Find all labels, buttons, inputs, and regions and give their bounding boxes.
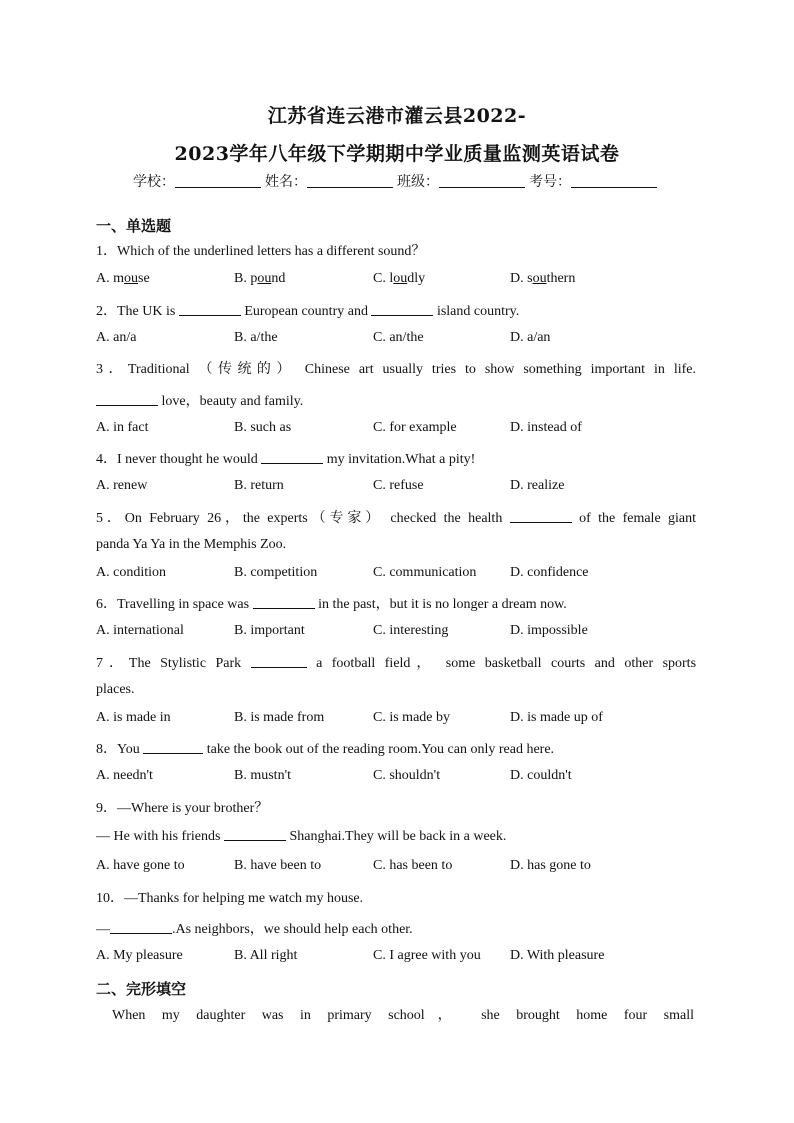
q1-option-d[interactable]: D. southern: [510, 271, 576, 286]
q5-option-b[interactable]: B. competition: [234, 565, 318, 580]
q10-option-c[interactable]: C. I agree with you: [373, 948, 481, 963]
section-heading-single-choice: 一、单选题: [96, 217, 172, 235]
question-9-stem-line-2: — He with his friends Shanghai.They will be back in a week.: [96, 829, 507, 844]
q7-option-d[interactable]: D. is made up of: [510, 710, 603, 725]
q2-blank-1[interactable]: [179, 303, 241, 316]
q4-option-a[interactable]: A. renew: [96, 478, 148, 493]
q7-option-a[interactable]: A. is made in: [96, 710, 171, 725]
q3-option-c[interactable]: C. for example: [373, 420, 457, 435]
q10-option-b[interactable]: B. All right: [234, 948, 298, 963]
q7-blank[interactable]: [251, 655, 307, 668]
q8-option-b[interactable]: B. mustn't: [234, 768, 291, 783]
q3-option-a[interactable]: A. in fact: [96, 420, 149, 435]
class-field[interactable]: [439, 174, 525, 188]
name-label: 姓名：: [265, 174, 307, 190]
q7-option-b[interactable]: B. is made from: [234, 710, 325, 725]
q2-blank-2[interactable]: [371, 303, 433, 316]
q5-option-c[interactable]: C. communication: [373, 565, 477, 580]
question-1-stem: 1．Which of the underlined letters has a different sound？: [96, 244, 426, 259]
exam-no-label: 考号：: [529, 174, 571, 190]
q2-option-b[interactable]: B. a/the: [234, 330, 278, 345]
q10-blank[interactable]: [110, 921, 172, 934]
question-3-stem-line-2: love，beauty and family.: [96, 390, 696, 410]
question-10-stem-line-2: — .As neighbors，we should help each other.: [96, 922, 413, 937]
q10-option-a[interactable]: A. My pleasure: [96, 948, 183, 963]
q3-option-d[interactable]: D. instead of: [510, 420, 582, 435]
question-2-stem: 2．The UK is European country and island country.: [96, 304, 520, 319]
q1-option-c[interactable]: C. loudly: [373, 271, 426, 286]
question-8-stem: 8．You take the book out of the reading room.You can only read here.: [96, 742, 555, 757]
question-3-stem-line-1: 3．Traditional （传统的） Chinese art usually tries to show something important in life.: [96, 362, 696, 377]
name-field[interactable]: [307, 174, 393, 188]
q9-option-b[interactable]: B. have been to: [234, 858, 322, 873]
question-10-stem-line-1: 10．—Thanks for helping me watch my house.: [96, 891, 364, 906]
q4-option-b[interactable]: B. return: [234, 478, 284, 493]
section-heading-cloze: 二、完形填空: [96, 980, 187, 998]
question-5-stem-line-1: 5．On February 26，the experts（专家） checked the health of the female giant: [96, 511, 697, 526]
q6-option-b[interactable]: B. important: [234, 623, 305, 638]
q6-option-c[interactable]: C. interesting: [373, 623, 449, 638]
q9-blank[interactable]: [224, 828, 286, 841]
student-info-line: [0, 171, 794, 191]
q7-option-c[interactable]: C. is made by: [373, 710, 450, 725]
q1-option-b[interactable]: B. pound: [234, 271, 286, 286]
cloze-passage-first-line: When my daughter was in primary school， she brought home four small: [112, 1008, 694, 1023]
q8-blank[interactable]: [143, 741, 203, 754]
question-7-stem-line-2: places.: [96, 682, 135, 697]
question-9-stem-line-1: 9．—Where is your brother？: [96, 801, 269, 816]
q5-option-d[interactable]: D. confidence: [510, 565, 589, 580]
q10-option-d[interactable]: D. With pleasure: [510, 948, 605, 963]
q9-option-a[interactable]: A. have gone to: [96, 858, 185, 873]
q1-option-a[interactable]: A. mouse: [96, 271, 150, 286]
question-5-stem-line-2: panda Ya Ya in the Memphis Zoo.: [96, 537, 287, 552]
title-line-1: 江苏省连云港市灌云县2022-: [267, 105, 527, 127]
q3-blank[interactable]: [96, 393, 158, 406]
exam-no-field[interactable]: [571, 174, 657, 188]
q8-option-c[interactable]: C. shouldn't: [373, 768, 441, 783]
q4-option-d[interactable]: D. realize: [510, 478, 565, 493]
class-label: 班级：: [397, 174, 439, 190]
question-4-stem: 4．I never thought he would my invitation.What a pity!: [96, 452, 476, 467]
q8-option-a[interactable]: A. needn't: [96, 768, 153, 783]
q6-option-d[interactable]: D. impossible: [510, 623, 588, 638]
q9-option-c[interactable]: C. has been to: [373, 858, 453, 873]
q9-option-d[interactable]: D. has gone to: [510, 858, 591, 873]
question-6-stem: 6．Travelling in space was in the past，but it is no longer a dream now.: [96, 597, 567, 612]
q5-option-a[interactable]: A. condition: [96, 565, 166, 580]
q5-blank[interactable]: [510, 510, 572, 523]
title-line-2: 2023学年八年级下学期期中学业质量监测英语试卷: [174, 143, 620, 165]
q2-option-d[interactable]: D. a/an: [510, 330, 551, 345]
q2-option-c[interactable]: C. an/the: [373, 330, 424, 345]
school-field[interactable]: [175, 174, 261, 188]
question-7-stem-line-1: 7．The Stylistic Park a football field， some basketball courts and other sports: [96, 656, 697, 671]
q4-option-c[interactable]: C. refuse: [373, 478, 424, 493]
q8-option-d[interactable]: D. couldn't: [510, 768, 572, 783]
school-label: 学校：: [133, 174, 175, 190]
q4-blank[interactable]: [261, 451, 323, 464]
q2-option-a[interactable]: A. an/a: [96, 330, 137, 345]
q3-option-b[interactable]: B. such as: [234, 420, 292, 435]
q6-blank[interactable]: [253, 596, 315, 609]
q6-option-a[interactable]: A. international: [96, 623, 184, 638]
